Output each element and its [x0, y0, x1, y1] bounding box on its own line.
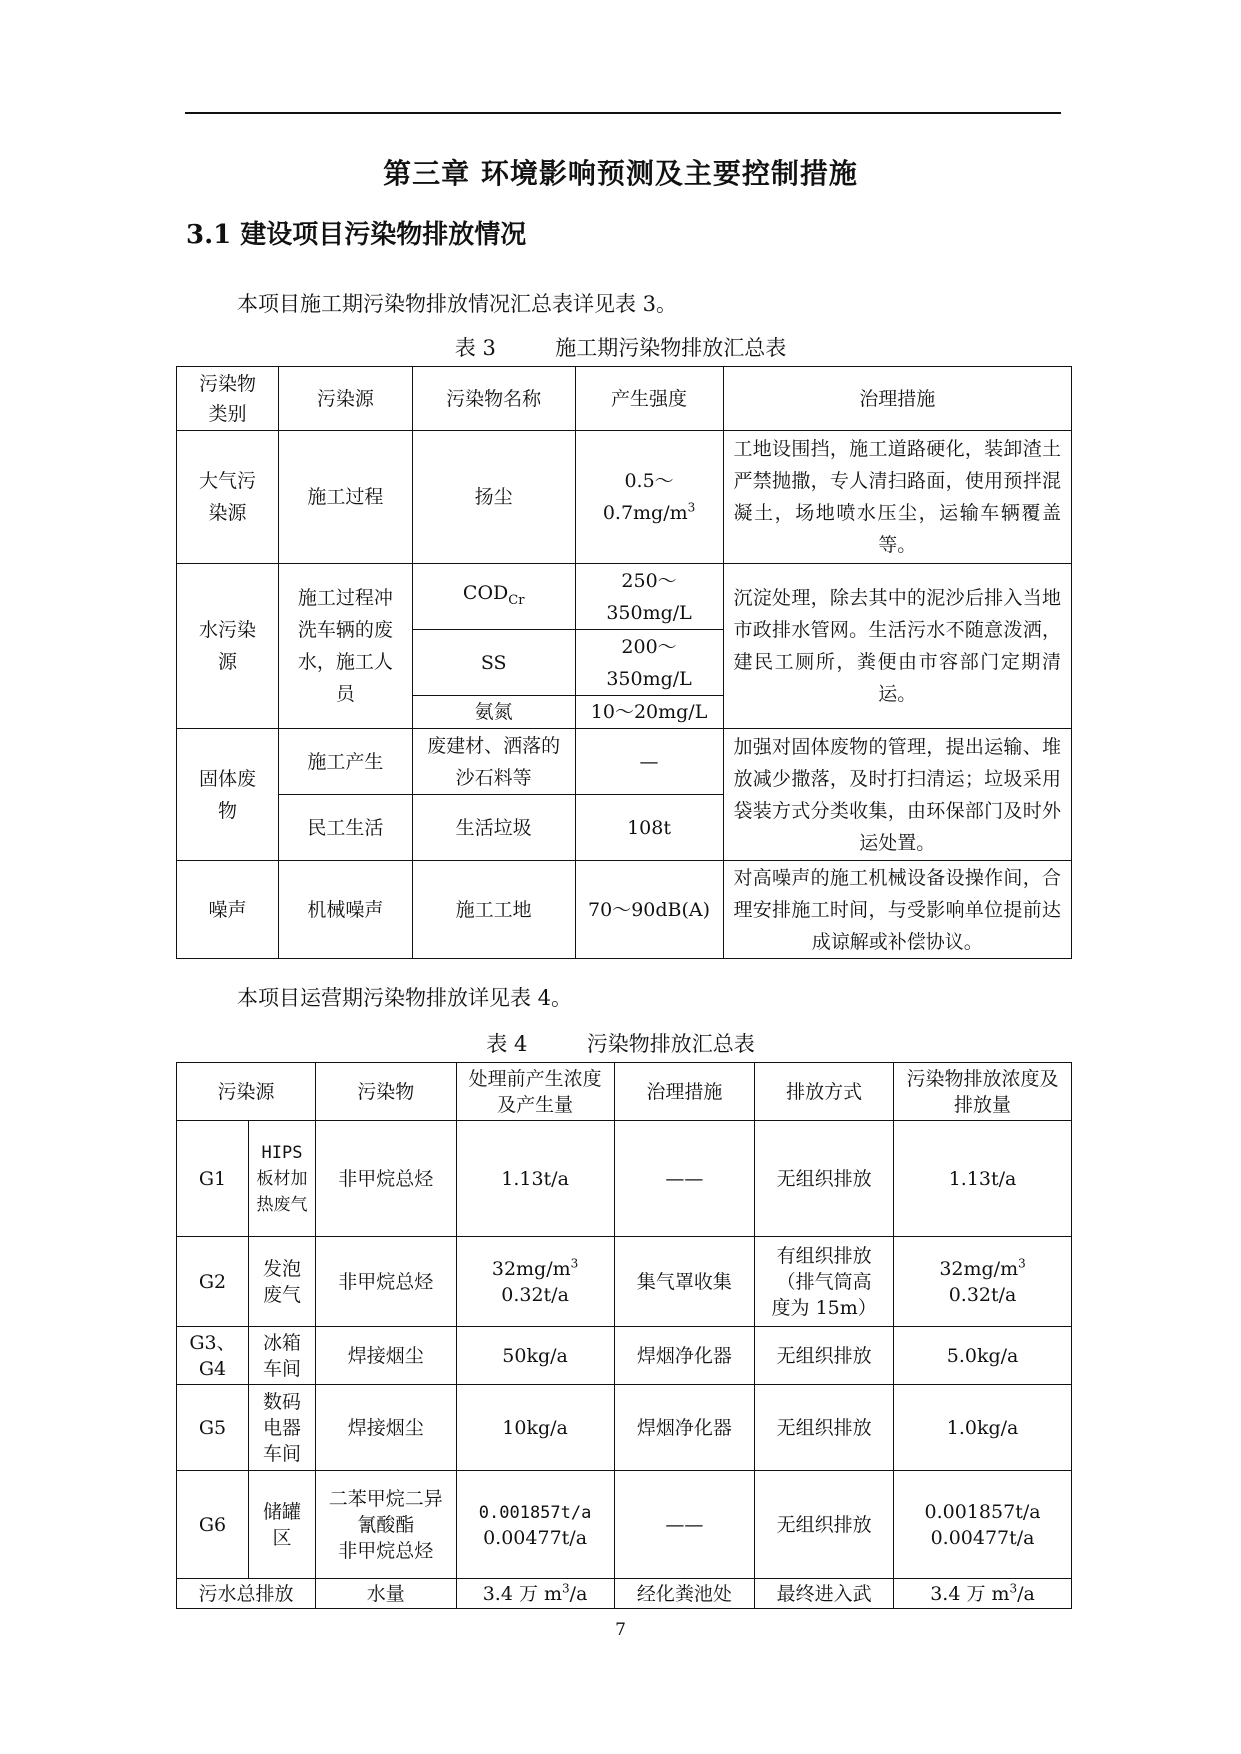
value: 0.32t/a [501, 1283, 569, 1306]
table4-cell [315, 1471, 456, 1579]
table4-cell: 无组织排放 [755, 1385, 894, 1471]
table4-caption-title: 污染物排放汇总表 [586, 1032, 755, 1056]
value: 0.00477t/a [483, 1526, 588, 1549]
section-title: 3.1 建设项目污染物排放情况 [186, 220, 527, 250]
table3-cell: 施工过程 [278, 431, 412, 564]
table4-cell: 最终进入武 [755, 1579, 894, 1609]
table3-cell: 沉淀处理，除去其中的泥沙后排入当地市政排水管网。生活污水不随意泼洒，建民工厕所，粪便由市容部门定期清运。 [723, 564, 1072, 729]
table4-cell: G3、G4 [177, 1327, 249, 1385]
table3-header: 污染物名称 [412, 367, 575, 431]
table4-cell: 无组织排放 [755, 1327, 894, 1385]
table-row [177, 1579, 1072, 1609]
table3-caption-no: 表 3 [454, 336, 496, 360]
table4-cell: 经化粪池处 [614, 1579, 755, 1609]
intensity-value: 0.7mg/m [602, 502, 688, 524]
header-rule [185, 112, 1061, 114]
superscript: 3 [1018, 1256, 1026, 1271]
table4 [176, 1062, 1072, 1609]
table3-cell: 加强对固体废物的管理，提出运输、堆放减少撒落，及时打扫清运；垃圾采用袋装方式分类收集，由环保部门及时外运处置。 [723, 729, 1072, 861]
intro-paragraph: 本项目施工期污染物排放情况汇总表详见表 3。 [237, 292, 678, 316]
table3-cell: 机械噪声 [278, 861, 412, 959]
table4-cell: 集气罩收集 [614, 1237, 755, 1327]
table4-cell [456, 1471, 614, 1579]
table3-cell: 对高噪声的施工机械设备设操作间，合理安排施工时间，与受影响单位提前达成谅解或补偿协议。 [723, 861, 1072, 959]
table4-cell [894, 1579, 1072, 1609]
table4-cell: 发泡废气 [248, 1237, 315, 1327]
value: 32mg/m [939, 1257, 1019, 1280]
table3-header: 产生强度 [575, 367, 723, 431]
table-row [177, 1327, 1072, 1385]
table3-cell: 施工过程冲洗车辆的废水，施工人员 [278, 564, 412, 729]
superscript: 3 [1009, 1581, 1018, 1596]
table3-cell: 70～90dB(A) [575, 861, 723, 959]
table3-cell: 施工产生 [278, 729, 412, 795]
table4-cell: 50kg/a [456, 1327, 614, 1385]
table4-cell: G2 [177, 1237, 249, 1327]
table4-cell: 水量 [315, 1579, 456, 1609]
subscript: Cr [508, 592, 525, 608]
table4-caption [0, 1028, 1241, 1058]
value: 3.4 万 m [482, 1582, 563, 1605]
value: 0.32t/a [948, 1283, 1017, 1306]
table4-cell: 储罐区 [248, 1471, 315, 1579]
table3-header: 治理措施 [723, 367, 1072, 431]
table4-header: 污染物排放浓度及排放量 [894, 1063, 1072, 1121]
table3-cell [575, 630, 723, 696]
table4-cell [456, 1237, 614, 1327]
chapter-title: 第三章 环境影响预测及主要控制措施 [383, 157, 858, 190]
table3-cell: 水污染源 [177, 564, 279, 729]
value: /a [1017, 1582, 1035, 1605]
table4-header: 污染源 [177, 1063, 316, 1121]
table4-cell [456, 1579, 614, 1609]
pollutant-name: COD [462, 581, 509, 604]
page-number: 7 [615, 1620, 626, 1640]
table3-cell: 噪声 [177, 861, 279, 959]
value: 0.001857t/a [924, 1500, 1041, 1523]
table3-cell: 民工生活 [278, 795, 412, 861]
table3-cell: 工地设围挡，施工道路硬化，装卸渣土严禁抛撒，专人清扫路面，使用预拌混凝土，场地喷水压尘，运输车辆覆盖等。 [723, 431, 1072, 564]
table4-cell: 非甲烷总烃 [315, 1237, 456, 1327]
table3-cell: SS [412, 630, 575, 696]
table3-cell: 施工工地 [412, 861, 575, 959]
table4-cell: 焊接烟尘 [315, 1327, 456, 1385]
table4-header: 处理前产生浓度及产生量 [456, 1063, 614, 1121]
table4-cell: 数码电器车间 [248, 1385, 315, 1471]
table3-cell: 大气污染源 [177, 431, 279, 564]
table4-cell: 非甲烷总烃 [315, 1121, 456, 1237]
intensity-value: 350mg/L [606, 667, 692, 690]
table4-cell: —— [614, 1121, 755, 1237]
table4-header: 排放方式 [755, 1063, 894, 1121]
table3-cell: 生活垃圾 [412, 795, 575, 861]
table4-cell: 焊接烟尘 [315, 1385, 456, 1471]
table4-cell: —— [614, 1471, 755, 1579]
superscript: 3 [687, 500, 696, 515]
table3-caption-title: 施工期污染物排放汇总表 [555, 336, 787, 360]
intensity-value: 350mg/L [606, 601, 692, 624]
pollutant-name: 非甲烷总烃 [338, 1539, 434, 1562]
pollutant-name: 二苯甲烷二异氰酸酯 [328, 1487, 443, 1536]
table3-caption [0, 332, 1241, 362]
table3-cell: 扬尘 [412, 431, 575, 564]
table4-caption-no: 表 4 [486, 1032, 528, 1056]
table4-cell: 无组织排放 [755, 1471, 894, 1579]
table4-cell: 1.13t/a [894, 1121, 1072, 1237]
table3-cell: 108t [575, 795, 723, 861]
value: /a [569, 1582, 588, 1605]
table3-cell [575, 431, 723, 564]
table3-cell [575, 564, 723, 630]
table4-cell: G5 [177, 1385, 249, 1471]
table4-cell: 无组织排放 [755, 1121, 894, 1237]
table4-cell [894, 1471, 1072, 1579]
operation-paragraph: 本项目运营期污染物排放详见表 4。 [237, 986, 573, 1010]
table4-cell: 焊烟净化器 [614, 1385, 755, 1471]
table4-cell: 冰箱车间 [248, 1327, 315, 1385]
intensity-value: 250～ [621, 569, 677, 592]
table4-cell: HIPS板材加热废气 [248, 1121, 315, 1237]
table-row [177, 1237, 1072, 1327]
value: 0.001857t/a [478, 1502, 592, 1523]
table3-cell: 固体废物 [177, 729, 279, 861]
table4-cell: 有组织排放（排气筒高度为 15m） [755, 1237, 894, 1327]
value: 0.00477t/a [930, 1526, 1035, 1549]
superscript: 3 [570, 1256, 579, 1271]
table4-cell: 10kg/a [456, 1385, 614, 1471]
table3-cell: 氨氮 [412, 696, 575, 729]
table3 [176, 366, 1072, 959]
table3-header: 污染物类别 [177, 367, 279, 431]
value: 32mg/m [491, 1257, 571, 1280]
table-row [177, 1471, 1072, 1579]
intensity-value: 0.5～ [624, 470, 674, 492]
table3-header: 污染源 [278, 367, 412, 431]
table4-cell [894, 1237, 1072, 1327]
table4-cell: 5.0kg/a [894, 1327, 1072, 1385]
table4-cell: 焊烟净化器 [614, 1327, 755, 1385]
table4-cell: 1.0kg/a [894, 1385, 1072, 1471]
table4-cell: G6 [177, 1471, 249, 1579]
table4-header: 污染物 [315, 1063, 456, 1121]
table4-cell: 污水总排放 [177, 1579, 316, 1609]
table3-cell [412, 564, 575, 630]
superscript: 3 [562, 1581, 570, 1596]
table3-cell: — [575, 729, 723, 795]
table3-cell: 10～20mg/L [575, 696, 723, 729]
table3-cell: 废建材、洒落的沙石料等 [412, 729, 575, 795]
intensity-value: 200～ [621, 635, 677, 658]
value: 3.4 万 m [930, 1582, 1010, 1605]
table4-cell: 1.13t/a [456, 1121, 614, 1237]
table4-header: 治理措施 [614, 1063, 755, 1121]
table-row [177, 1385, 1072, 1471]
table-row [177, 1121, 1072, 1237]
table4-cell: G1 [177, 1121, 249, 1237]
